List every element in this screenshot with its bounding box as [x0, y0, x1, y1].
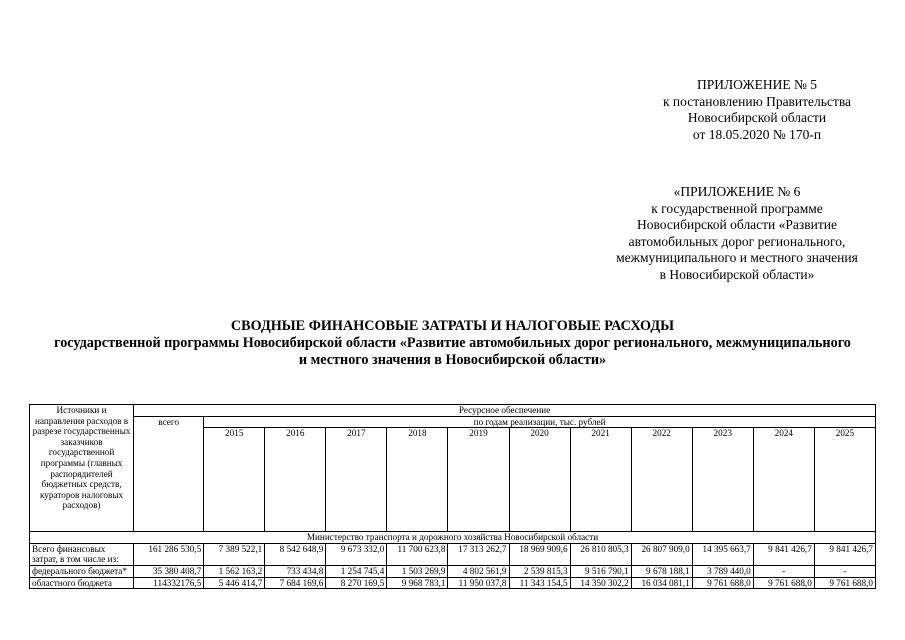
header-row-1: [30, 405, 876, 417]
row-value: 1 503 269,9: [387, 565, 448, 577]
row-value: 9 841 426,7: [753, 543, 814, 565]
title-line-2: государственной программы Новосибирской области «Развитие автомобильных дорог регионального, межмуниципального: [54, 334, 851, 351]
row-value: 11 700 623,8: [387, 543, 448, 565]
row-total: 35 380 408,7: [134, 565, 204, 577]
row-value: 26 807 909,0: [631, 543, 692, 565]
year-header: 2018: [387, 428, 448, 532]
appendix-5-header: [612, 77, 902, 143]
row-total: 114332176,5: [134, 577, 204, 589]
year-header: 2025: [814, 428, 875, 532]
row-value: 7 389 522,1: [204, 543, 265, 565]
appendix-6-header: [582, 184, 892, 284]
row-value: 9 516 790,1: [570, 565, 631, 577]
year-header: 2024: [753, 428, 814, 532]
row-value: -: [753, 565, 814, 577]
appendix-5-line-2: к постановлению Правительства: [662, 93, 852, 109]
appendix-6-line-6: в Новосибирской области»: [659, 266, 815, 282]
appendix-6-line-3: Новосибирской области «Развитие: [637, 217, 837, 233]
row-value: 9 841 426,7: [814, 543, 875, 565]
row-value: -: [814, 565, 875, 577]
row-value: 9 761 688,0: [692, 577, 753, 589]
year-header: 2015: [204, 428, 265, 532]
section-ministry: Министерство транспорта и дорожного хозяйства Новосибирской области: [30, 532, 876, 544]
row-label: областного бюджета: [30, 577, 134, 589]
section-row: [30, 532, 876, 544]
year-header: 2021: [570, 428, 631, 532]
row-value: 18 969 909,6: [509, 543, 570, 565]
row-value: 9 678 188,1: [631, 565, 692, 577]
row-label: Всего финансовых затрат, в том числе из:: [30, 543, 134, 565]
year-header: 2023: [692, 428, 753, 532]
row-value: 14 350 302,2: [570, 577, 631, 589]
appendix-5-line-3: Новосибирской области: [687, 110, 827, 126]
row-value: 16 034 081,1: [631, 577, 692, 589]
total-header: всего: [134, 416, 204, 532]
by-years-header: по годам реализации, тыс. рублей: [204, 416, 876, 428]
row-value: 7 684 169,6: [265, 577, 326, 589]
row-value: 11 950 037,8: [448, 577, 509, 589]
row-value: 14 395 663,7: [692, 543, 753, 565]
appendix-6-line-1: «ПРИЛОЖЕНИЕ № 6: [673, 184, 801, 199]
source-header: Источники и направления расходов в разрезе государственных заказчиков государственной программы (главных распорядителей бюджетных средств, кураторов налоговых расходов): [30, 405, 134, 532]
row-value: 9 673 332,0: [326, 543, 387, 565]
year-header: 2020: [509, 428, 570, 532]
row-value: 2 539 815,3: [509, 565, 570, 577]
row-value: 8 542 648,9: [265, 543, 326, 565]
table-row: [30, 543, 876, 565]
row-value: 3 789 440,0: [692, 565, 753, 577]
document-title: [0, 318, 905, 368]
resource-header: Ресурсное обеспечение: [134, 405, 876, 417]
appendix-5-line-4: от 18.05.2020 № 170-п: [692, 126, 822, 142]
row-value: 1 562 163,2: [204, 565, 265, 577]
row-value: 8 270 169,5: [326, 577, 387, 589]
table-row: [30, 565, 876, 577]
row-value: 5 446 414,7: [204, 577, 265, 589]
table-row: [30, 577, 876, 589]
appendix-5-line-1: ПРИЛОЖЕНИЕ № 5: [696, 77, 818, 92]
row-value: 4 802 561,9: [448, 565, 509, 577]
row-value: 11 343 154,5: [509, 577, 570, 589]
row-value: 26 810 805,3: [570, 543, 631, 565]
title-line-3: и местного значения в Новосибирской области»: [298, 351, 607, 368]
year-header: 2017: [326, 428, 387, 532]
appendix-6-line-4: автомобильных дорог регионального,: [628, 233, 846, 249]
row-total: 161 286 530,5: [134, 543, 204, 565]
title-line-1: СВОДНЫЕ ФИНАНСОВЫЕ ЗАТРАТЫ И НАЛОГОВЫЕ РАСХОДЫ: [230, 318, 675, 334]
year-header: 2022: [631, 428, 692, 532]
row-value: 1 254 745,4: [326, 565, 387, 577]
year-header: 2016: [265, 428, 326, 532]
row-value: 733 434,8: [265, 565, 326, 577]
appendix-6-line-5: межмуниципального и местного значения: [616, 250, 858, 266]
row-value: 9 761 688,0: [753, 577, 814, 589]
appendix-6-line-2: к государственной программе: [651, 200, 823, 216]
year-header: 2019: [448, 428, 509, 532]
row-value: 17 313 262,7: [448, 543, 509, 565]
financial-table: [29, 404, 876, 589]
row-label: федерального бюджета*: [30, 565, 134, 577]
row-value: 9 761 688,0: [814, 577, 875, 589]
row-value: 9 968 783,1: [387, 577, 448, 589]
header-row-2: [30, 416, 876, 428]
